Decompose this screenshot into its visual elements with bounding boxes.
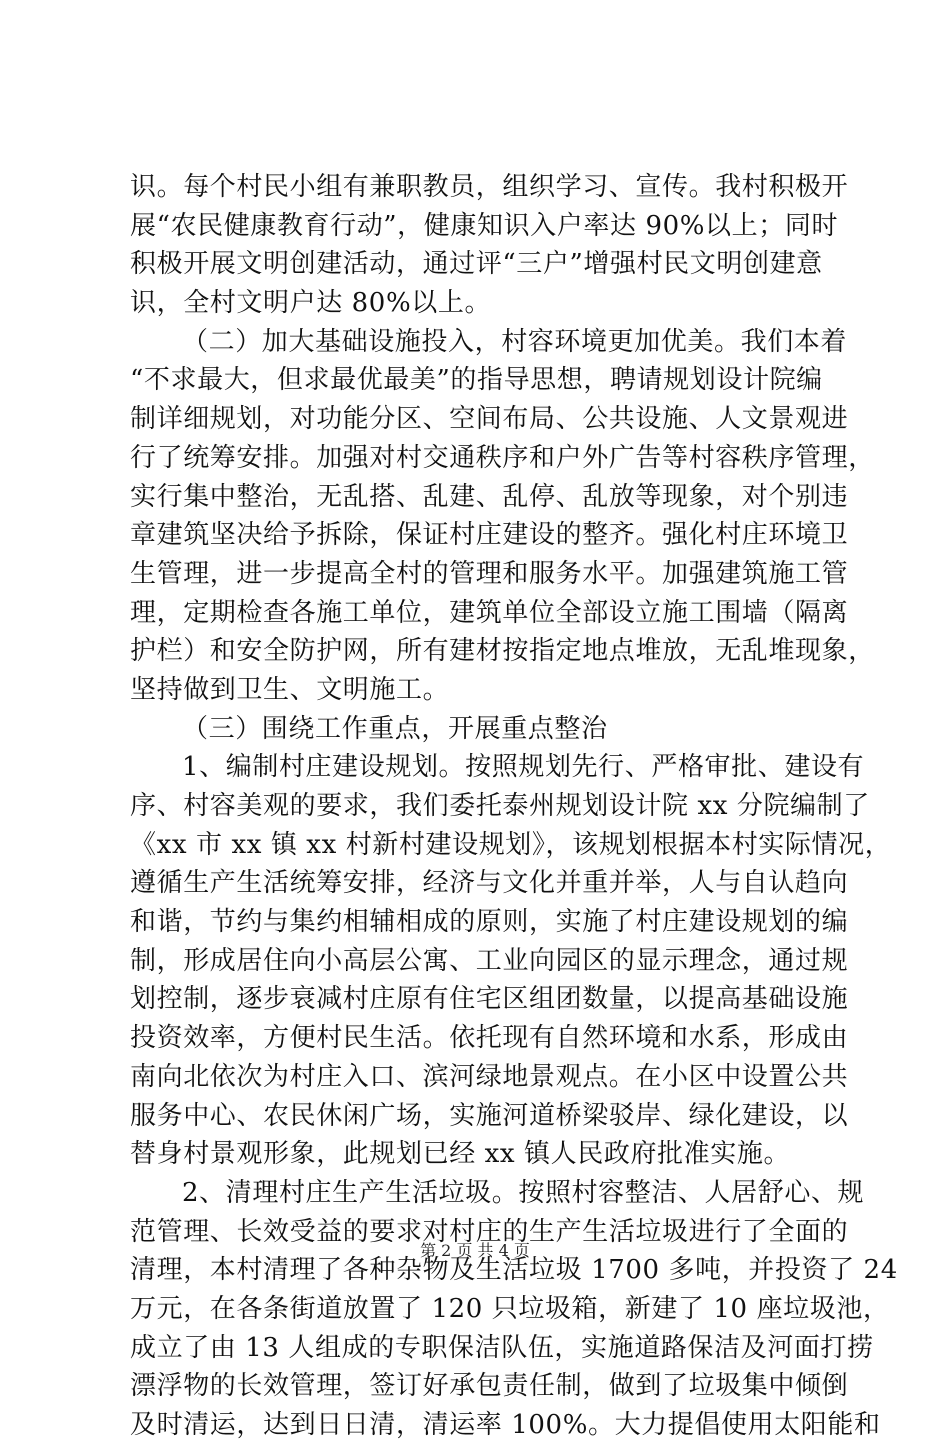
text-line: 划控制，逐步衰减村庄原有住宅区组团数量，以提高基础设施 bbox=[130, 984, 849, 1015]
text-line: 行了统筹安排。加强对村交通秩序和户外广告等村容秩序管理， bbox=[130, 442, 875, 473]
section-heading: （二）加大基础设施投入，村容环境更加优美。我们本着 bbox=[182, 326, 848, 357]
text-line: 投资效率，方便村民生活。依托现有自然环境和水系，形成由 bbox=[130, 1023, 849, 1054]
list-item-heading: 2、清理村庄生产生活垃圾。按照村容整洁、人居舒心、规 bbox=[182, 1177, 865, 1208]
text-line: 展“农民健康教育行动”，健康知识入户率达 90%以上；同时 bbox=[130, 210, 839, 241]
text-line: 坚持做到卫生、文明施工。 bbox=[130, 674, 450, 705]
text-line: 生管理，进一步提高全村的管理和服务水平。加强建筑施工管 bbox=[130, 558, 849, 589]
text-line: 万元，在各条街道放置了 120 只垃圾箱，新建了 10 座垃圾池， bbox=[130, 1293, 890, 1324]
text-line: 南向北依次为村庄入口、滨河绿地景观点。在小区中设置公共 bbox=[130, 1061, 849, 1092]
text-line: “不求最大，但求最优最美”的指导思想，聘请规划设计院编 bbox=[130, 365, 823, 396]
text-line: 序、村容美观的要求，我们委托泰州规划设计院 xx 分院编制了 bbox=[130, 791, 870, 821]
text-line: 护栏）和安全防护网，所有建材按指定地点堆放，无乱堆现象， bbox=[130, 636, 875, 667]
section-heading: （三）围绕工作重点，开展重点整治 bbox=[182, 713, 608, 744]
page-number-footer: 第 2 页 共 4 页 bbox=[420, 1241, 530, 1260]
text-line: 漂浮物的长效管理，签订好承包责任制，做到了垃圾集中倾倒 bbox=[130, 1371, 849, 1402]
text-line: 及时清运，达到日日清，清运率 100%。大力提倡使用太阳能和 bbox=[130, 1410, 881, 1440]
text-line: 识，全村文明户达 80%以上。 bbox=[130, 288, 492, 319]
text-line: 清理，本村清理了各种杂物及生活垃圾 1700 多吨，并投资了 24 bbox=[130, 1255, 898, 1286]
text-line: 替身村景观形象，此规划已经 xx 镇人民政府批准实施。 bbox=[130, 1139, 791, 1170]
text-line: 成立了由 13 人组成的专职保洁队伍，实施道路保洁及河面打捞 bbox=[130, 1332, 874, 1363]
text-line: 服务中心、农民休闲广场，实施河道桥梁驳岸、绿化建设，以 bbox=[130, 1100, 849, 1131]
text-line: 积极开展文明创建活动，通过评“三户”增强村民文明创建意 bbox=[130, 249, 823, 280]
text-line: 和谐，节约与集约相辅相成的原则，实施了村庄建设规划的编 bbox=[130, 907, 849, 938]
text-line: 范管理、长效受益的要求对村庄的生产生活垃圾进行了全面的 bbox=[130, 1216, 849, 1247]
text-line: 遵循生产生活统筹安排，经济与文化并重并举，人与自认趋向 bbox=[130, 868, 849, 899]
text-line: 制详细规划，对功能分区、空间布局、公共设施、人文景观进 bbox=[130, 404, 849, 435]
text-line: 实行集中整治，无乱搭、乱建、乱停、乱放等现象，对个别违 bbox=[130, 481, 849, 512]
text-line: 制，形成居住向小高层公寓、工业向园区的显示理念，通过规 bbox=[130, 945, 849, 976]
text-line: 识。每个村民小组有兼职教员，组织学习、宣传。我村积极开 bbox=[130, 172, 849, 202]
list-item-heading: 1、编制村庄建设规划。按照规划先行、严格审批、建设有 bbox=[182, 752, 865, 783]
text-line: 理，定期检查各施工单位，建筑单位全部设立施工围墙（隔离 bbox=[130, 597, 849, 628]
text-line: 《xx 市 xx 镇 xx 村新村建设规划》，该规划根据本村实际情况， bbox=[130, 829, 892, 860]
text-line: 章建筑坚决给予拆除，保证村庄建设的整齐。强化村庄环境卫 bbox=[130, 520, 849, 551]
